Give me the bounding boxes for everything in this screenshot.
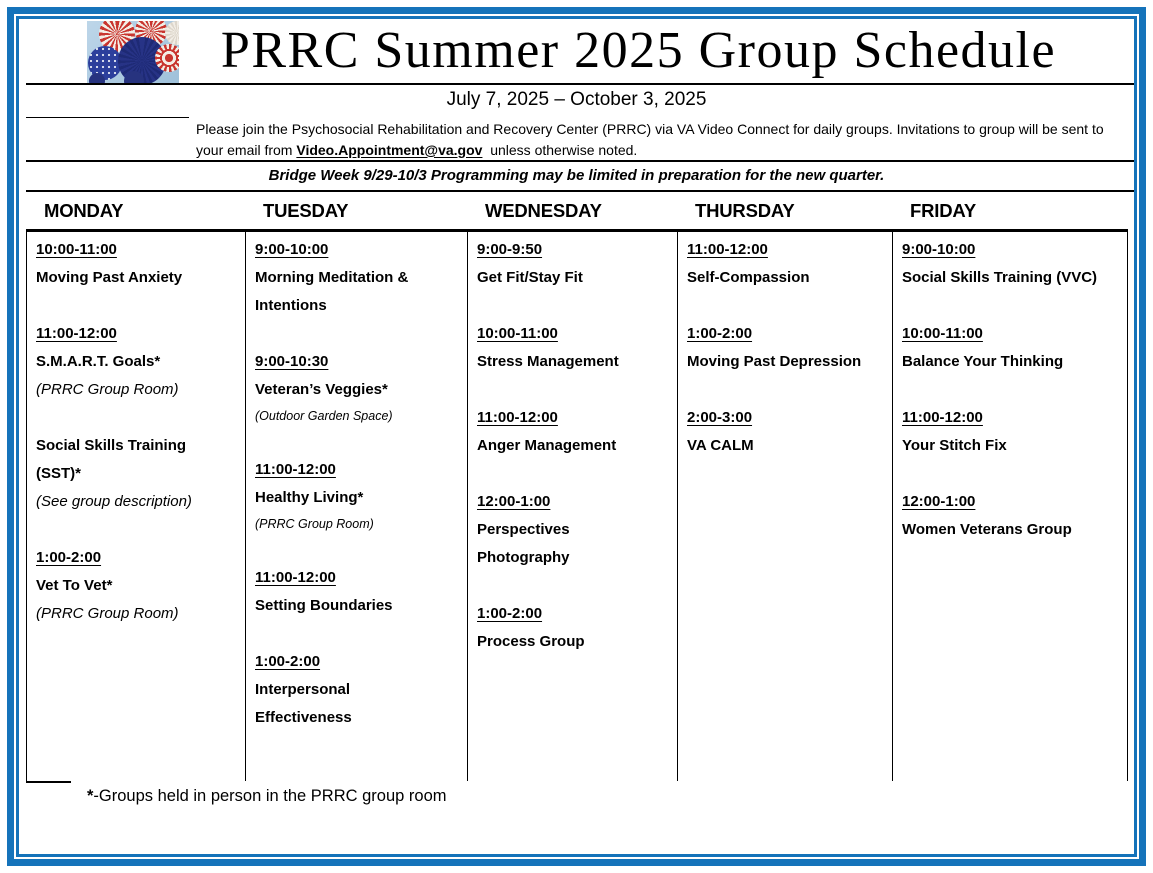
page-border-outer [7,7,1146,866]
session-label: Your Stitch Fix [902,437,1007,454]
session-label: VA CALM [687,437,754,454]
notice-text [196,119,1120,160]
spacer [36,404,243,432]
session-label: Social Skills Training (VVC) [902,269,1098,286]
bridge-week-note: Bridge Week 9/29-10/3 Programming may be limited in preparation for the new quarter. [268,167,885,184]
spacer [477,376,675,404]
session-time: 10:00-11:00 [477,325,558,342]
session-label: Perspectives [477,521,570,538]
session-time: 1:00-2:00 [687,325,753,342]
day-header-monday: MONDAY [44,200,124,221]
table-bottom-fragment [26,781,71,783]
page-border-inner [16,16,1137,857]
patriotic-fans-image [87,21,179,83]
spacer [902,460,1125,488]
spacer [902,292,1125,320]
session-label: Vet To Vet* [36,577,113,594]
session-time: 2:00-3:00 [687,409,753,426]
session-label: Healthy Living* [255,489,364,506]
session-label: Social Skills Training [36,437,187,454]
day-header-friday: FRIDAY [910,200,976,221]
email-link[interactable]: Video.Appointment@va.gov [296,141,483,158]
session-time: 9:00-9:50 [477,241,543,258]
session-label: Anger Management [477,437,617,454]
footnote [87,787,1134,806]
notice-text-after: unless otherwise noted. [482,141,638,158]
session-time: 11:00-12:00 [36,325,117,342]
footnote-asterisk: * [87,787,94,805]
spacer [36,292,243,320]
footnote-text: -Groups held in person in the PRRC group room [93,787,447,805]
session-time: 12:00-1:00 [902,493,976,510]
session-time: 1:00-2:00 [477,605,543,622]
session-label: Balance Your Thinking [902,353,1064,370]
session-label: Veteran’s Veggies* [255,381,388,398]
session-label: (SST)* [36,465,81,482]
session-label: Stress Management [477,353,619,370]
session-time: 11:00-12:00 [255,569,336,586]
spacer [255,320,465,348]
session-label: Setting Boundaries [255,597,393,614]
spacer [477,292,675,320]
session-label: Process Group [477,633,585,650]
date-row [19,85,1134,118]
session-label: Intentions [255,297,327,314]
spacer [687,376,890,404]
session-time: 9:00-10:00 [902,241,976,258]
session-label: (PRRC Group Room) [36,605,179,622]
session-label: Moving Past Anxiety [36,269,183,286]
session-label: Women Veterans Group [902,521,1072,538]
title-row [19,19,1134,83]
schedule-body [26,229,1128,781]
session-label: (PRRC Group Room) [255,517,374,531]
schedule-column-monday [26,232,245,781]
schedule-column-tuesday [245,232,467,781]
notice-text-before: Please join the Psychosocial Rehabilitation and Recovery Center (PRRC) via VA Video Connect for daily groups. Invitations to group will be sent to your email from [196,121,1108,158]
session-time: 12:00-1:00 [477,493,551,510]
session-time: 9:00-10:30 [255,353,329,370]
spacer [255,428,465,456]
page-title: PRRC Summer 2025 Group Schedule [220,22,1057,79]
session-time: 11:00-12:00 [477,409,558,426]
spacer [255,620,465,648]
session-time: 10:00-11:00 [902,325,983,342]
session-label: Morning Meditation & [255,269,409,286]
day-header-wednesday: WEDNESDAY [485,200,602,221]
session-label: Self-Compassion [687,269,810,286]
schedule-column-thursday [677,232,892,781]
document-page [19,19,1134,854]
session-time: 1:00-2:00 [255,653,321,670]
day-header-tuesday: TUESDAY [263,200,349,221]
spacer [477,572,675,600]
session-label: Interpersonal [255,681,351,698]
session-label: Photography [477,549,570,566]
notice-row [19,118,1134,160]
session-label: S.M.A.R.T. Goals* [36,353,161,370]
spacer [255,536,465,564]
session-time: 1:00-2:00 [36,549,102,566]
day-header-row [26,192,1128,229]
red-target-rosette [155,44,179,72]
session-label: Effectiveness [255,709,352,726]
session-time: 11:00-12:00 [255,461,336,478]
navy-circle [89,73,105,83]
session-time: 11:00-12:00 [687,241,768,258]
session-time: 11:00-12:00 [902,409,983,426]
session-time: 10:00-11:00 [36,241,117,258]
schedule-column-friday [892,232,1128,781]
session-label: (See group description) [36,493,192,510]
spacer [687,292,890,320]
spacer [902,376,1125,404]
session-label: Moving Past Depression [687,353,862,370]
spacer [36,516,243,544]
schedule-column-wednesday [467,232,677,781]
session-time: 9:00-10:00 [255,241,329,258]
date-range: July 7, 2025 – October 3, 2025 [446,89,707,110]
white-fan-rosette [165,21,179,45]
session-label: Get Fit/Stay Fit [477,269,583,286]
day-header-thursday: THURSDAY [695,200,795,221]
session-label: (PRRC Group Room) [36,381,179,398]
session-label: (Outdoor Garden Space) [255,409,393,423]
spacer [477,460,675,488]
